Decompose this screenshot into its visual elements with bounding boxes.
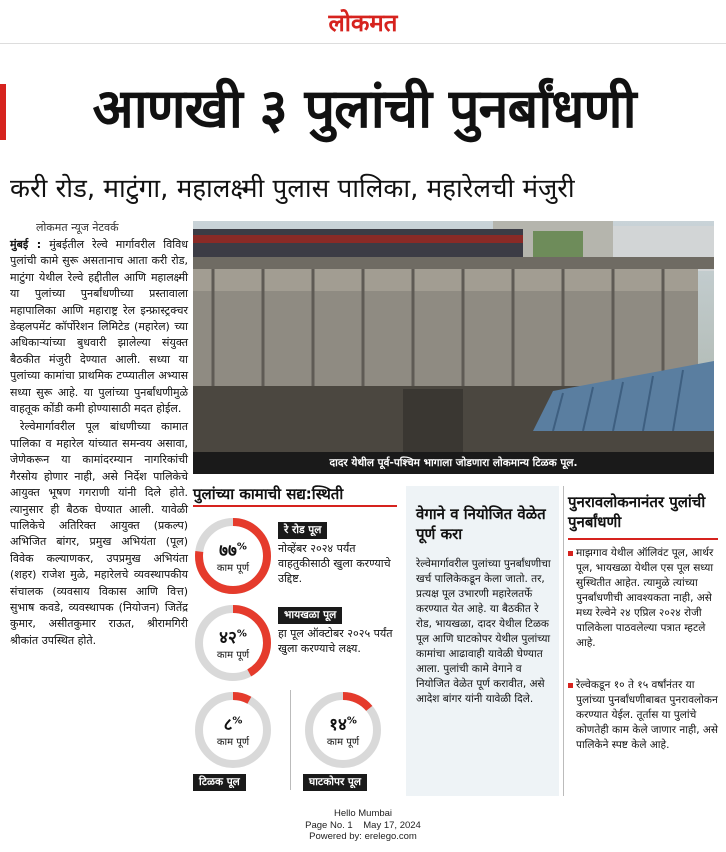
lokmat-logo[interactable]: लोकमत <box>328 8 398 37</box>
bridge-note-re-road: नोव्हेंबर २०२४ पर्यंत वाहतुकीसाठी खुला करण्याचे उद्दिष्ट. <box>278 542 391 585</box>
bridge-tag-byculla: भायखळा पूल <box>278 607 342 624</box>
photo-caption: दादर येथील पूर्व-पश्चिम भागाला जोडणारा लोकमान्य टिळक पूल. <box>193 452 714 474</box>
page-footer <box>0 808 726 843</box>
review-bullet: माझगाव येथील ऑलिवंट पूल, आर्थर पूल, भायखळा येथील एस पूल सध्या सुस्थितीत आहेत. त्यामुळे त्यांच्या पुनर्बांधणीची आवश्यकता नाही, असे मध्य रेल्वेने २४ एप्रिल २०२४ रोजी पालिकेला पाठवलेल्या पत्रात म्हटले आहे. <box>568 546 718 651</box>
subheadline: करी रोड, माटुंगा, महालक्ष्मी पुलास पालिका, महारेलची मंजुरी <box>10 174 575 204</box>
bridge-tag-tilak: टिळक पूल <box>193 774 246 791</box>
bridge-photo-illustration <box>193 221 714 452</box>
headline-accent-bar <box>0 84 6 140</box>
progress-percent: ४२% <box>219 628 247 648</box>
progress-ring-tilak <box>193 690 273 770</box>
progress-label: काम पूर्ण <box>216 737 250 748</box>
progress-percent: ७७% <box>219 541 247 561</box>
progress-label: काम पूर्ण <box>216 563 250 574</box>
column-divider <box>290 690 291 790</box>
article-body <box>10 237 188 651</box>
progress-label: काम पूर्ण <box>216 650 250 661</box>
progress-percent: १४% <box>329 715 357 735</box>
timely-completion-title: वेगाने व नियोजित वेळेत पूर्ण करा <box>416 505 546 543</box>
review-box-rule <box>568 538 718 540</box>
progress-ring-ghatkopar <box>303 690 383 770</box>
status-panel-rule <box>193 505 397 507</box>
review-bullet: रेल्वेकडून १० ते १५ वर्षांनंतर या पुलांच्या पुनर्बांधणीबाबत पुनरावलोकन करण्यात येईल. तूर्तास या पुलांचे कोणतेही काम केले जाणार नाही, असे पालिकेने स्पष्ट केले आहे. <box>568 678 718 753</box>
bridge-tag-ghatkopar: घाटकोपर पूल <box>303 774 367 791</box>
bridge-note-byculla: हा पूल ऑक्टोबर २०२५ पर्यंत खुला करण्याचे लक्ष्य. <box>278 627 393 655</box>
review-box-title: पुनरावलोकनानंतर पुलांची पुनर्बांधणी <box>568 493 706 531</box>
byline: लोकमत न्यूज नेटवर्क <box>36 221 119 234</box>
progress-ring-re-road <box>193 516 273 596</box>
article-paragraph: रेल्वेमार्गावरील पूल बांधणीच्या कामात पालिका व महारेल यांच्यात समन्वय असावा, जेणेकरून या कामांदरम्यान नागरिकांची गैरसोय होणार नाही, असे निर्देश पालिकेचे आयुक्त भूषण गगराणी यांनी दिले होते. त्यानुसार ही बैठक घेण्यात आली. यावेळी पालिकेचे अतिरिक्त आयुक्त (प्रकल्प) अभिजित बांगर, प्रमुख अभियंता (पूल) विवेक कल्याणकर, उपप्रमुख अभियंता (शहर) राजेश मुळे, महारेलचे व्यवस्थापकीय संचालक (व्यवसाय विकास आणि वित्त) सुभाष कवडे, व्यवस्थापक (नियोजन) जितेंद्र कुमार, असीतकुमार राऊत, श्रीरामगिरी श्रीकांत उपस्थित होते. <box>10 420 188 647</box>
bridge-tag-re-road: रे रोड पूल <box>278 522 327 539</box>
progress-label: काम पूर्ण <box>326 737 360 748</box>
progress-ring-byculla <box>193 603 273 683</box>
footer-edition: Hello Mumbai <box>333 808 393 819</box>
progress-percent: ८% <box>223 715 243 735</box>
column-divider <box>563 486 564 796</box>
dateline: मुंबई : <box>10 238 42 251</box>
footer-page-date: Page No. 1 May 17, 2024 <box>305 819 421 831</box>
status-panel-title: पुलांच्या कामाची सद्य:स्थिती <box>193 485 344 503</box>
bridge-photo <box>193 221 714 452</box>
article-paragraph: मुंबई : मुंबईतील रेल्वे मार्गावरील विविध पुलांची कामे सुरू असतानाच आता करी रोड, माटुंगा येथील रेल्वे हद्दीतील आणि महालक्ष्मी या पुलांच्या पुनर्बांधणीच्या प्रस्तावाला महापालिका आणि महाराष्ट्र रेल इन्फ्रास्ट्रक्चर डेव्हलपमेंट कॉर्पोरेशन लिमिटेड (महारेल) च्या अधिकाऱ्यांच्या बुधवारी झालेल्या संयुक्त बैठकीत मंजुरी देण्यात आली. सध्या या पुलांच्या कामांचा प्राथमिक टप्प्यातील अभ्यास सध्या सुरू आहे. या पुलांच्या पुनर्बांधणीमुळे वाहतूक कोंडी कमी होण्यासाठी मदत होईल. <box>10 238 188 416</box>
headline: आणखी ३ पुलांची पुनर्बांधणी <box>92 77 636 140</box>
masthead <box>0 0 726 44</box>
footer-powered-by[interactable]: Powered by: erelego.com <box>309 831 417 842</box>
timely-completion-body: रेल्वेमार्गावरील पुलांच्या पुनर्बांधणीचा खर्च पालिकेकडून केला जातो. तर, प्रत्यक्ष पूल उभारणी महारेलतर्फे करण्यात येत आहे. या बैठकीत रे रोड, भायखळा, दादर येथील टिळक पूल आणि घाटकोपर येथील पुलांच्या कामांचा आढावाही यावेळी घेण्यात आला. पुलांची कामे वेगाने व नियोजित वेळेत पूर्ण करावीत, असे आदेश बांगर यांनी यावेळी दिले. <box>416 558 551 705</box>
